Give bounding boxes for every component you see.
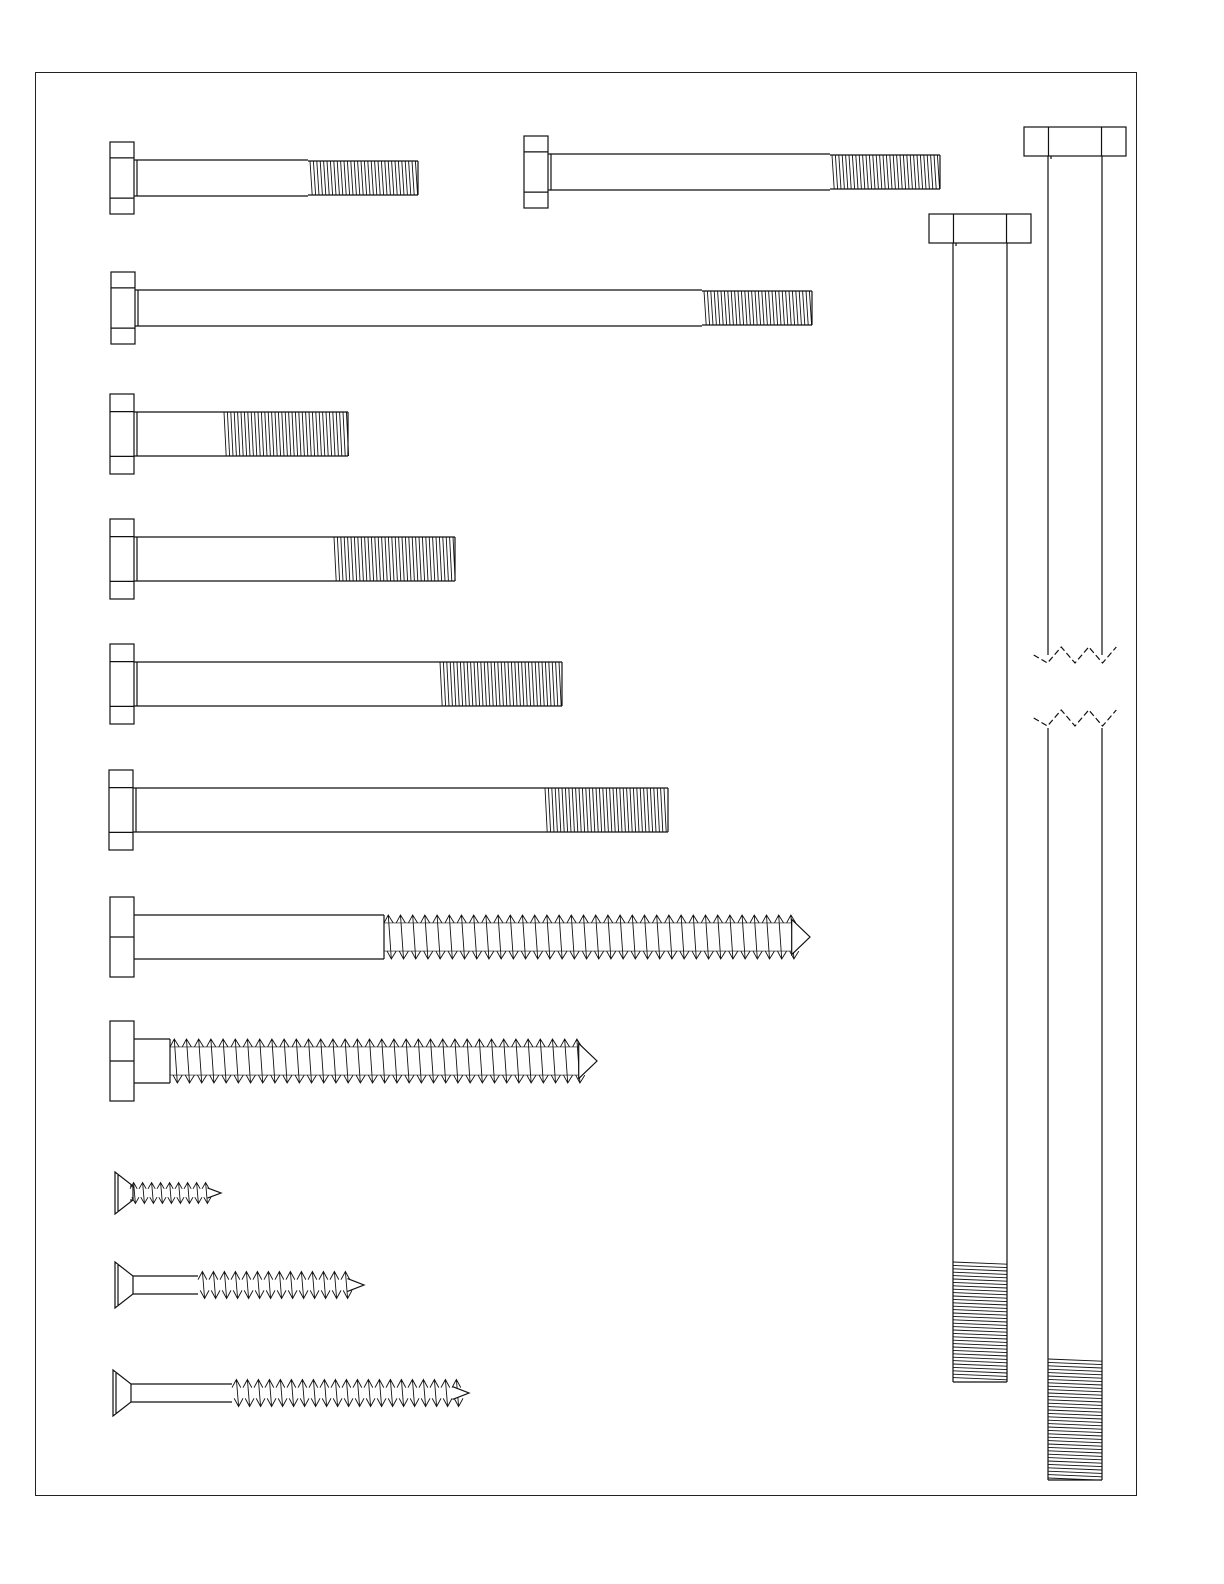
drawing-frame [35,72,1137,1496]
